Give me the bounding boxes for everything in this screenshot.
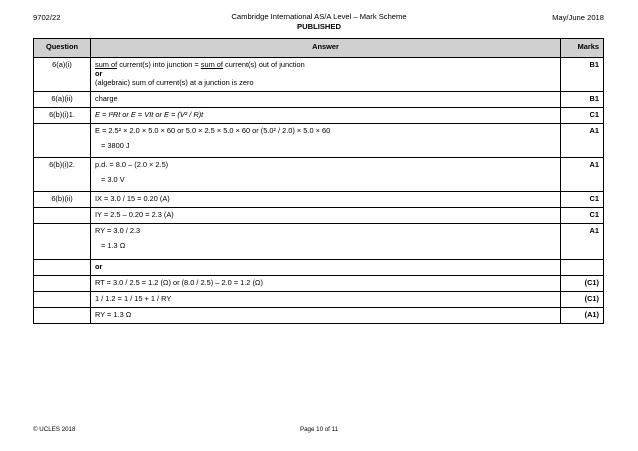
- answer-cell: E = I²Rt or E = VIt or E = (V² / R)t: [91, 108, 561, 124]
- answer-text: p.d. = 8.0 – (2.0 × 2.5): [95, 160, 169, 169]
- session-label: May/June 2018: [552, 13, 604, 22]
- question-cell: 6(a)(i): [34, 58, 91, 92]
- title-text: Cambridge International AS/A Level – Mark Scheme: [231, 12, 407, 21]
- or-label: or: [95, 69, 103, 78]
- table-row: [34, 308, 604, 324]
- page-number: Page 10 of 11: [299, 426, 339, 433]
- table-row: [34, 224, 604, 260]
- marks-cell: [561, 260, 604, 276]
- marks-cell: A1: [561, 124, 604, 158]
- paper-code: 9702/22: [33, 13, 61, 22]
- question-cell: [34, 276, 91, 292]
- answer-underlined: sum of: [95, 60, 118, 69]
- marks-cell: B1: [561, 92, 604, 108]
- table-row: [34, 108, 604, 124]
- question-cell: [34, 260, 91, 276]
- question-cell: [34, 224, 91, 260]
- marks-cell: A1: [561, 224, 604, 260]
- question-cell: [34, 124, 91, 158]
- answer-alt: (algebraic) sum of current(s) at a junction is zero: [95, 78, 254, 87]
- marks-cell: B1: [561, 58, 604, 92]
- marks-cell: C1: [561, 108, 604, 124]
- document-title: [0, 12, 638, 32]
- answer-cell: IY = 2.5 – 0.20 = 2.3 (A): [91, 208, 561, 224]
- marks-cell: C1: [561, 192, 604, 208]
- answer-cell: RT = 3.0 / 2.5 = 1.2 (Ω) or (8.0 / 2.5) – 2.0 = 1.2 (Ω): [91, 276, 561, 292]
- marks-cell: (C1): [561, 276, 604, 292]
- answer-result: = 1.3 Ω: [101, 241, 126, 250]
- marks-header: Marks: [561, 39, 604, 58]
- question-cell: 6(b)(i)2.: [34, 158, 91, 192]
- answer-text: current(s) out of junction: [222, 60, 305, 69]
- question-cell: 6(b)(ii): [34, 192, 91, 208]
- answer-cell: [91, 124, 561, 158]
- table-row: [34, 158, 604, 192]
- answer-result: = 3800 J: [101, 141, 130, 150]
- table-header-row: [34, 39, 604, 58]
- table-row: [34, 92, 604, 108]
- question-cell: [34, 208, 91, 224]
- question-cell: 6(a)(ii): [34, 92, 91, 108]
- question-cell: [34, 292, 91, 308]
- question-cell: 6(b)(i)1.: [34, 108, 91, 124]
- answer-text: current(s) into junction =: [117, 60, 201, 69]
- mark-scheme-table: [33, 38, 604, 324]
- marks-cell: C1: [561, 208, 604, 224]
- answer-cell: [91, 58, 561, 92]
- copyright: © UCLES 2018: [33, 426, 76, 433]
- marks-cell: A1: [561, 158, 604, 192]
- answer-underlined: sum of: [200, 60, 223, 69]
- answer-cell: RY = 1.3 Ω: [91, 308, 561, 324]
- table-row: [34, 124, 604, 158]
- marks-cell: (C1): [561, 292, 604, 308]
- question-header: Question: [34, 39, 91, 58]
- answer-text: RY = 3.0 / 2.3: [95, 226, 141, 235]
- status-label: PUBLISHED: [297, 22, 341, 31]
- answer-result: = 3.0 V: [101, 175, 125, 184]
- answer-cell: [91, 158, 561, 192]
- marks-cell: (A1): [561, 308, 604, 324]
- table-row: [34, 192, 604, 208]
- table-row: [34, 208, 604, 224]
- answer-text: E = 2.5² × 2.0 × 5.0 × 60 or 5.0 × 2.5 × 5.0 × 60 or (5.0² / 2.0) × 5.0 × 60: [95, 126, 331, 135]
- answer-cell: IX = 3.0 / 15 = 0.20 (A): [91, 192, 561, 208]
- question-cell: [34, 308, 91, 324]
- table-row: [34, 260, 604, 276]
- answer-header: Answer: [91, 39, 561, 58]
- table-row: [34, 58, 604, 92]
- answer-cell: 1 / 1.2 = 1 / 15 + 1 / RY: [91, 292, 561, 308]
- answer-cell: charge: [91, 92, 561, 108]
- answer-cell: [91, 224, 561, 260]
- table-row: [34, 276, 604, 292]
- or-label: or: [91, 260, 561, 276]
- table-row: [34, 292, 604, 308]
